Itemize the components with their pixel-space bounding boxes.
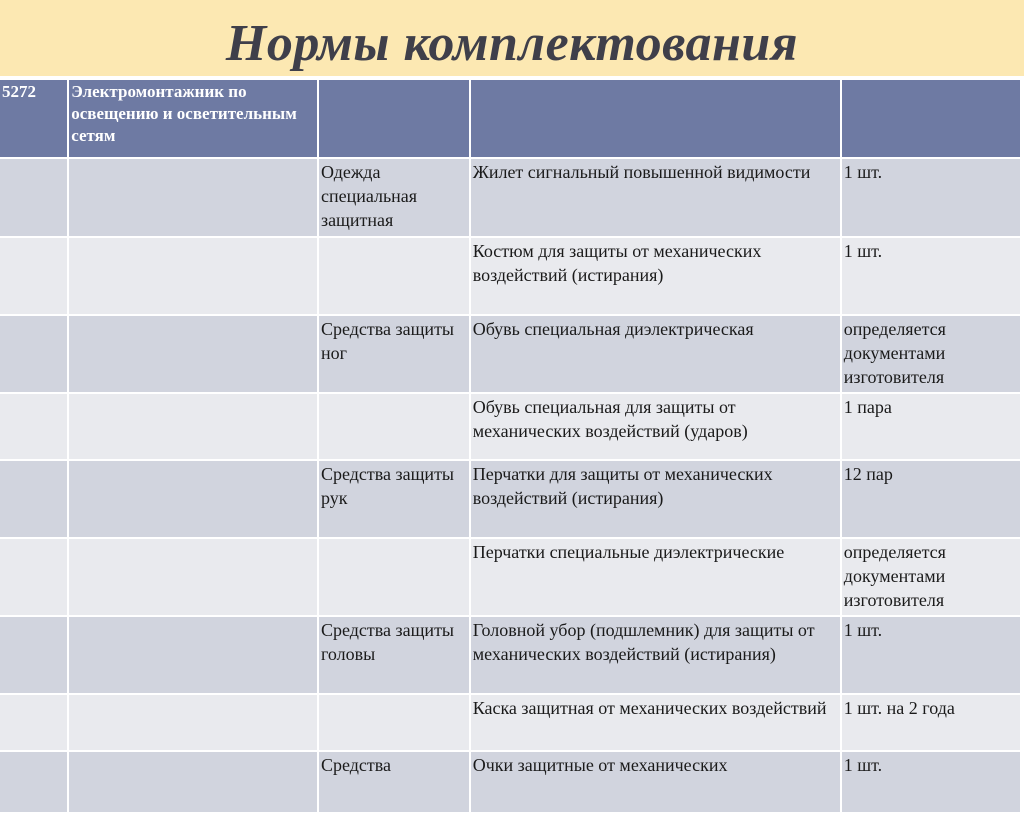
cell-item: Обувь специальная диэлектрическая xyxy=(471,316,840,392)
cell-category xyxy=(319,695,469,750)
cell-item: Очки защитные от механических xyxy=(471,752,840,812)
profession-code: 5272 xyxy=(0,80,67,157)
cell-item: Обувь специальная для защиты от механических воздействий (ударов) xyxy=(471,394,840,459)
header-item xyxy=(471,80,840,157)
cell-profession xyxy=(69,539,317,615)
cell-quantity: 1 шт. xyxy=(842,159,1020,236)
cell-code xyxy=(0,752,67,812)
cell-category: Средства защиты головы xyxy=(319,617,469,693)
cell-profession xyxy=(69,617,317,693)
cell-profession xyxy=(69,752,317,812)
cell-category: Средства xyxy=(319,752,469,812)
cell-category: Одежда специальная защитная xyxy=(319,159,469,236)
cell-code xyxy=(0,238,67,314)
table-row xyxy=(0,159,1020,236)
cell-item: Жилет сигнальный повышенной видимости xyxy=(471,159,840,236)
cell-code xyxy=(0,617,67,693)
title-bar xyxy=(0,0,1024,76)
cell-category: Средства защиты рук xyxy=(319,461,469,537)
cell-profession xyxy=(69,695,317,750)
cell-quantity: 1 пара xyxy=(842,394,1020,459)
equipment-norms-table xyxy=(0,78,1022,814)
cell-item: Каска защитная от механических воздействий xyxy=(471,695,840,750)
cell-profession xyxy=(69,394,317,459)
table-row xyxy=(0,394,1020,459)
cell-item: Костюм для защиты от механических воздействий (истирания) xyxy=(471,238,840,314)
slide-title: Нормы комплектования xyxy=(225,15,799,72)
cell-code xyxy=(0,316,67,392)
cell-item: Перчатки для защиты от механических воздействий (истирания) xyxy=(471,461,840,537)
cell-code xyxy=(0,461,67,537)
cell-profession xyxy=(69,238,317,314)
table-row xyxy=(0,617,1020,693)
table-row xyxy=(0,752,1020,812)
cell-profession xyxy=(69,159,317,236)
cell-quantity: 12 пар xyxy=(842,461,1020,537)
table-row xyxy=(0,539,1020,615)
cell-quantity: определяется документами изготовителя xyxy=(842,316,1020,392)
cell-profession xyxy=(69,461,317,537)
cell-code xyxy=(0,159,67,236)
cell-category xyxy=(319,539,469,615)
profession-name: Электромонтажник по освещению и осветительным сетям xyxy=(69,80,317,157)
table-row xyxy=(0,461,1020,537)
cell-quantity: 1 шт. xyxy=(842,752,1020,812)
cell-quantity: определяется документами изготовителя xyxy=(842,539,1020,615)
header-quantity xyxy=(842,80,1020,157)
cell-code xyxy=(0,394,67,459)
cell-code xyxy=(0,695,67,750)
cell-item: Головной убор (подшлемник) для защиты от механических воздействий (истирания) xyxy=(471,617,840,693)
cell-code xyxy=(0,539,67,615)
cell-quantity: 1 шт. xyxy=(842,238,1020,314)
cell-profession xyxy=(69,316,317,392)
header-category xyxy=(319,80,469,157)
cell-quantity: 1 шт. на 2 года xyxy=(842,695,1020,750)
table-row xyxy=(0,316,1020,392)
table-header-row xyxy=(0,80,1020,157)
cell-quantity: 1 шт. xyxy=(842,617,1020,693)
cell-category xyxy=(319,238,469,314)
cell-category xyxy=(319,394,469,459)
cell-category: Средства защиты ног xyxy=(319,316,469,392)
table-row xyxy=(0,238,1020,314)
cell-item: Перчатки специальные диэлектрические xyxy=(471,539,840,615)
table-row xyxy=(0,695,1020,750)
